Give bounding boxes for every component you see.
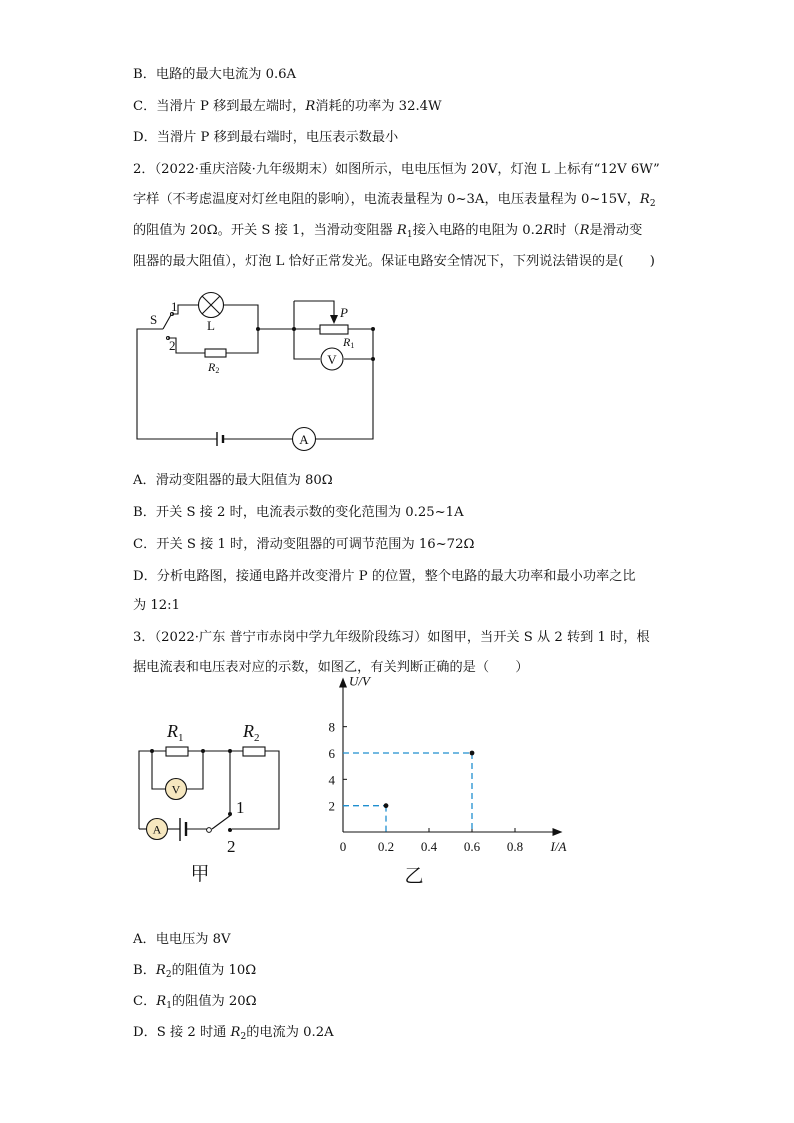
q3-option-d: D．S 接 2 时通 $R_2$的电流为 0.2A [133,1025,334,1042]
q2-option-c: C．开关 S 接 1 时，滑动变阻器的可调节范围为 16~72Ω [133,537,475,552]
x-axis-label: I/A [550,839,567,854]
switch-label: S [150,312,158,327]
q1-option-b: B．电路的最大电流为 0.6A [133,67,297,82]
q3-terminal-2-label: 2 [227,837,236,856]
svg-text:V: V [171,782,181,797]
x-tick-label: 0.6 [463,839,481,854]
q2-stem-line4: 阻器的最大阻值），灯泡 L 恰好正常发光。保证电路安全情况下，下列说法错误的是( ) [133,254,655,269]
terminal-1-label: 1 [171,299,178,314]
q3-option-b: B．$R_2$的阻值为 10Ω [133,963,257,980]
y-tick-label: 6 [328,746,335,761]
q2-stem-line2: 字样（不考虑温度对灯丝电阻的影响），电流表量程为 0~3A，电压表量程为 0~15V，$R_2$ [133,192,656,209]
q3-r1-label: $R_1$ [167,721,184,744]
q3-circuit-caption: 甲 [190,864,210,885]
y-axis-label: U/V [349,673,370,689]
q2-stem-line1: 2．（2022·重庆涪陵·九年级期末）如图所示，电电压恒为 20V，灯泡 L 上标有“12V 6W” [133,162,660,177]
terminal-2-label: 2 [169,338,176,353]
q2-option-b: B．开关 S 接 2 时，电流表示数的变化范围为 0.25~1A [133,505,464,520]
svg-text:A: A [299,432,309,447]
q2-option-a: A．滑动变阻器的最大阻值为 80Ω [133,473,333,488]
y-axis-arrow [339,678,347,688]
data-point [470,751,475,756]
q3-option-a: A．电电压为 8V [133,932,231,947]
y-tick-label: 8 [328,719,335,735]
q2-option-d-cont: 为 12:1 [133,598,180,613]
y-tick-label: 4 [328,772,335,788]
chart-caption: 乙 [404,866,424,887]
svg-text:A: A [152,822,162,837]
svg-text:V: V [327,352,337,367]
y-tick-label: 2 [328,798,335,814]
q3-stem-line2: 据电流表和电压表对应的示数，如图乙，有关判断正确的是（ ） [133,660,529,675]
q3-stem-line1: 3．（2022·广东 普宁市赤岗中学九年级阶段练习）如图甲，当开关 S 从 2 转到 1 时，根 [133,630,650,645]
r1-label: R1 [343,335,355,350]
slider-label: P [340,305,348,320]
q3-r2-label: $R_2$ [243,721,260,744]
lamp-label: L [207,318,215,333]
x-axis-arrow [553,828,563,836]
q3-terminal-1-label: 1 [236,798,245,817]
r2-label: R2 [208,360,220,375]
data-point [384,803,389,808]
x-tick-label: 0 [339,839,347,854]
x-tick-label: 0.2 [377,839,395,854]
q2-option-d: D．分析电路图，接通电路并改变滑片 P 的位置，整个电路的最大功率和最小功率之比 [133,569,636,584]
q1-option-d: D．当滑片 P 移到最右端时，电压表示数最小 [133,130,399,145]
x-tick-label: 0.8 [506,839,524,854]
q1-option-c: C．当滑片 P 移到最左端时，R消耗的功率为 32.4W [133,99,442,114]
q2-stem-line3: 的阻值为 20Ω。开关 S 接 1，当滑动变阻器 $R_1$接入电路的电阻为 0.2R时（R是滑动变 [133,223,643,240]
x-tick-label: 0.4 [420,839,438,854]
q3-option-c: C．$R_1$的阻值为 20Ω [133,994,257,1011]
